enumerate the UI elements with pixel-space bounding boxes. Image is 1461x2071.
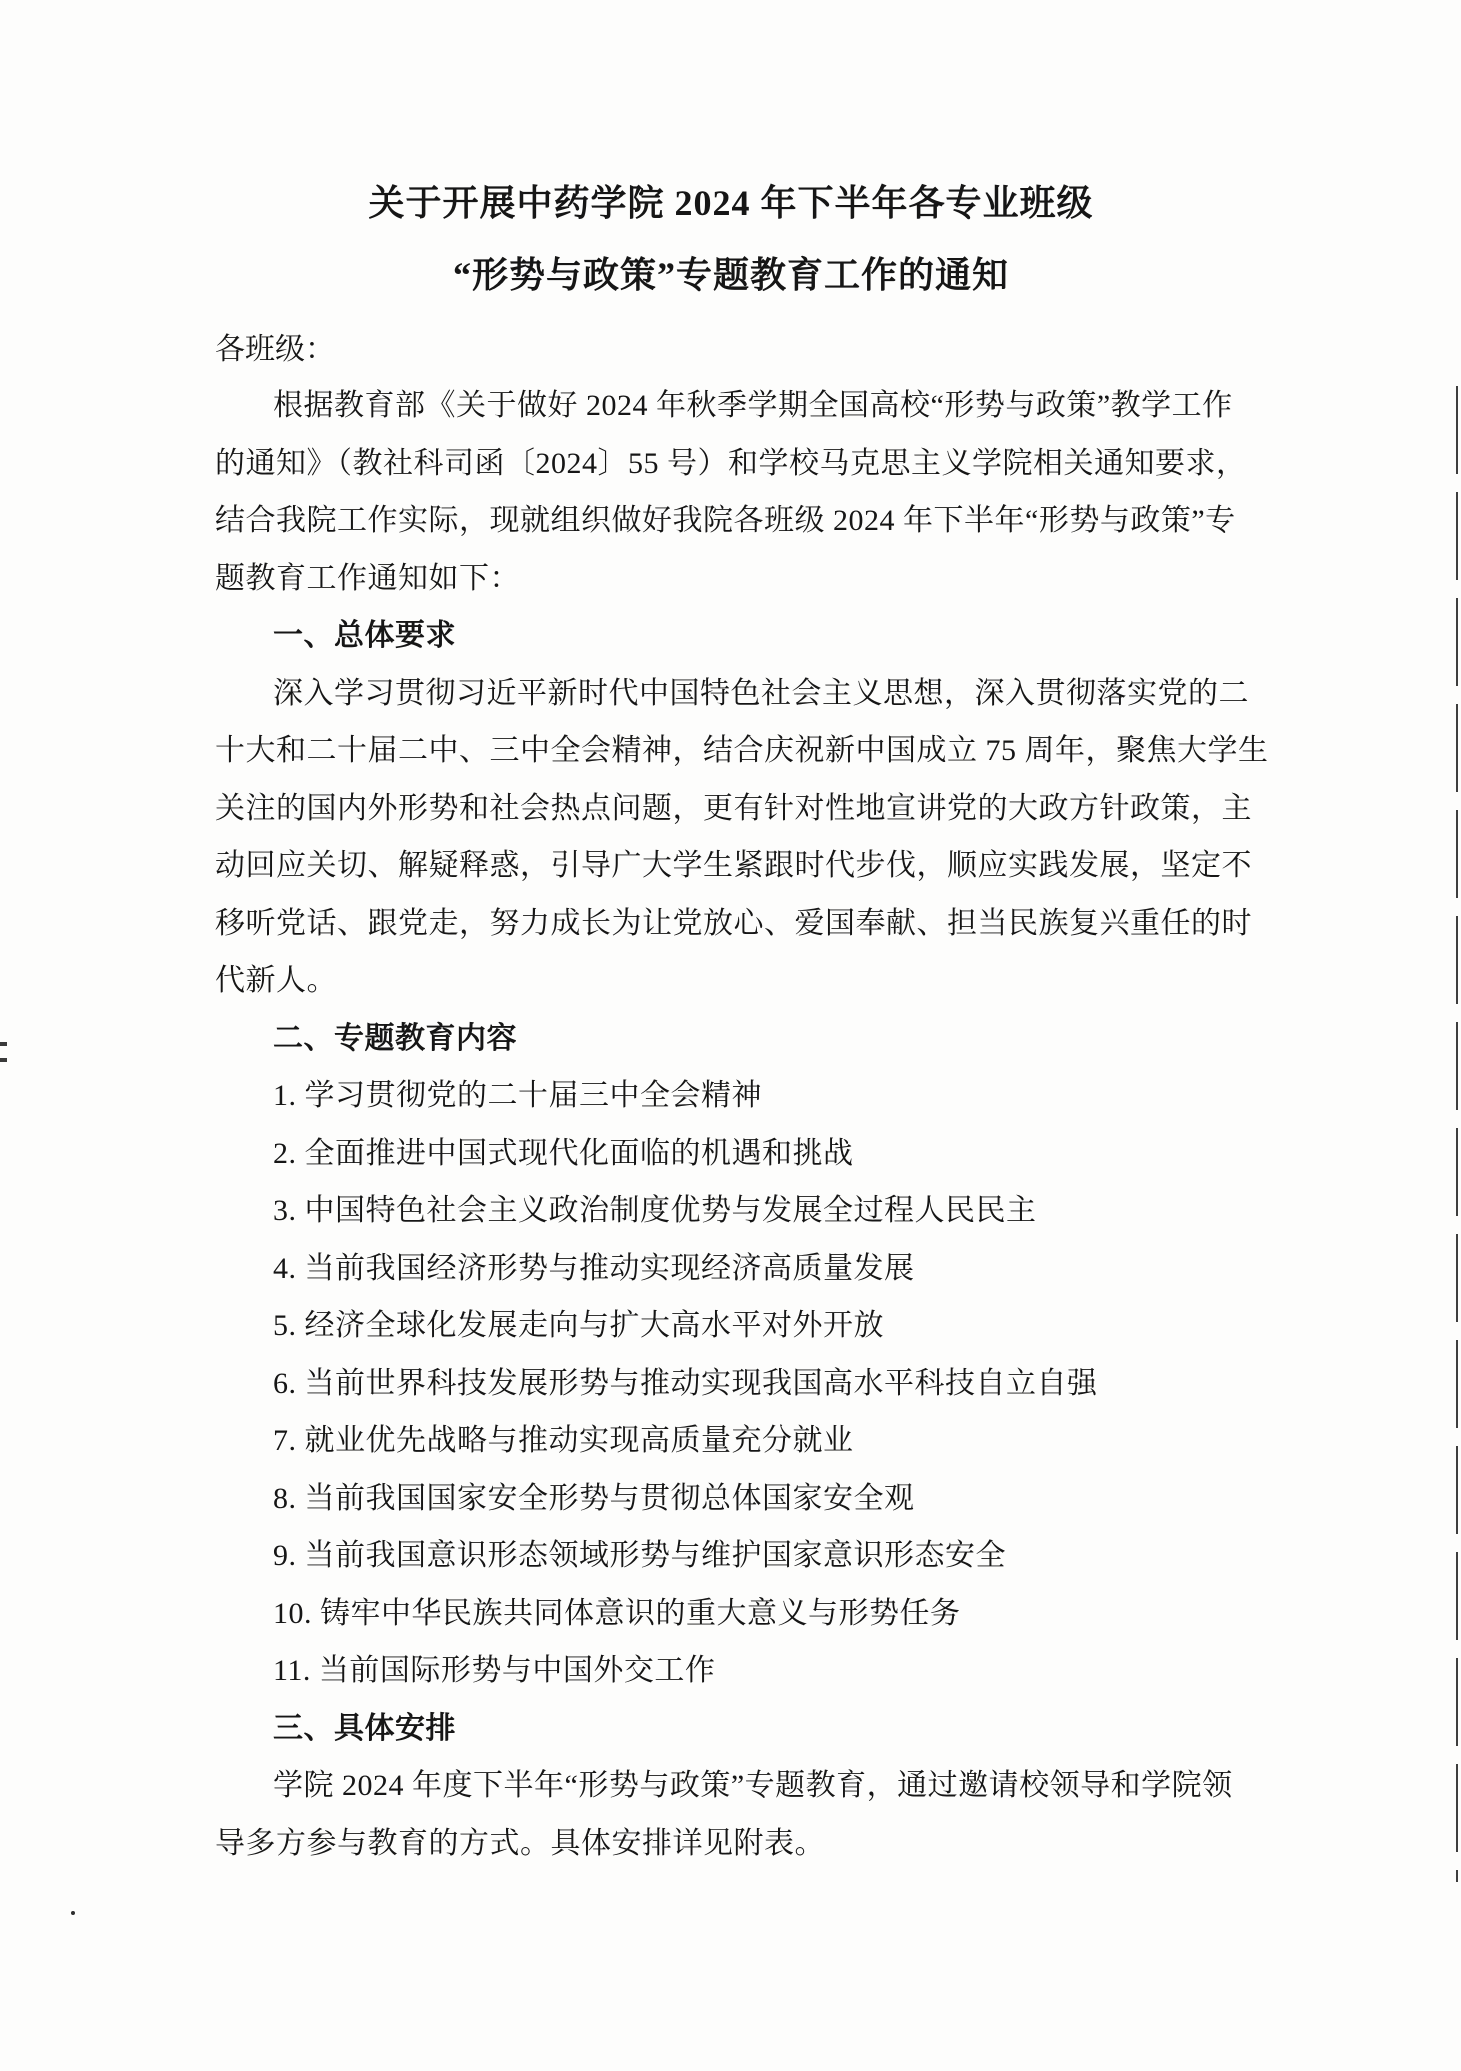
body-text <box>215 377 1269 1872</box>
document-title-line-1: 关于开展中药学院 2024 年下半年各专业班级 <box>368 183 1094 223</box>
section-1-line: 代新人。 <box>215 964 337 997</box>
section-1-line: 移听党话、跟党走，努力成长为让党放心、爱国奉献、担当民族复兴重任的时 <box>215 906 1252 940</box>
topic-item: 8. 当前我国国家安全形势与贯彻总体国家安全观 <box>273 1481 915 1515</box>
scan-artifact-speck <box>71 1911 75 1915</box>
section-1-line: 动回应关切、解疑释惑，引导广大学生紧跟时代步伐，顺应实践发展，坚定不 <box>215 849 1252 882</box>
document-body <box>215 0 1269 1872</box>
topic-item: 9. 当前我国意识形态领域形势与维护国家意识形态安全 <box>273 1539 1006 1572</box>
topic-item: 10. 铸牢中华民族共同体意识的重大意义与形势任务 <box>273 1596 961 1630</box>
topic-item: 7. 就业优先战略与推动实现高质量充分就业 <box>273 1424 854 1457</box>
topic-item: 1. 学习贯彻党的二十届三中全会精神 <box>273 1079 762 1112</box>
document-title-line-2: “形势与政策”专题教育工作的通知 <box>452 255 1009 295</box>
topic-item: 3. 中国特色社会主义政治制度优势与发展全过程人民民主 <box>273 1194 1037 1227</box>
section-3-line: 学院 2024 年度下半年“形势与政策”专题教育，通过邀请校领导和学院领 <box>273 1769 1233 1802</box>
topic-item: 2. 全面推进中国式现代化面临的机遇和挑战 <box>273 1136 854 1170</box>
scan-artifact-margin-mark <box>0 1058 7 1062</box>
scan-artifact-margin-mark <box>0 1042 7 1046</box>
topic-item: 4. 当前我国经济形势与推动实现经济高质量发展 <box>273 1251 915 1285</box>
intro-line: 题教育工作通知如下： <box>215 561 520 595</box>
section-1-heading: 一、总体要求 <box>273 619 456 652</box>
scan-artifact-right-edge <box>1456 386 1458 1882</box>
section-1-line: 关注的国内外形势和社会热点问题，更有针对性地宣讲党的大政方针政策，主 <box>215 791 1252 825</box>
intro-line: 的通知》（教社科司函〔2024〕55 号）和学校马克思主义学院相关通知要求， <box>215 446 1247 480</box>
topic-item: 11. 当前国际形势与中国外交工作 <box>273 1654 716 1687</box>
section-1-line: 深入学习贯彻习近平新时代中国特色社会主义思想，深入贯彻落实党的二 <box>273 676 1249 710</box>
intro-line: 结合我院工作实际，现就组织做好我院各班级 2024 年下半年“形势与政策”专 <box>215 504 1236 537</box>
topic-item: 5. 经济全球化发展走向与扩大高水平对外开放 <box>273 1309 884 1342</box>
section-3-heading: 三、具体安排 <box>273 1711 456 1745</box>
intro-line: 根据教育部《关于做好 2024 年秋季学期全国高校“形势与政策”教学工作 <box>273 389 1233 422</box>
section-1-line: 十大和二十届二中、三中全会精神，结合庆祝新中国成立 75 周年，聚焦大学生 <box>215 734 1269 767</box>
topic-item: 6. 当前世界科技发展形势与推动实现我国高水平科技自立自强 <box>273 1366 1098 1400</box>
section-3-line: 导多方参与教育的方式。具体安排详见附表。 <box>215 1826 825 1860</box>
salutation: 各班级： <box>215 333 335 366</box>
section-2-heading: 二、专题教育内容 <box>273 1021 517 1055</box>
